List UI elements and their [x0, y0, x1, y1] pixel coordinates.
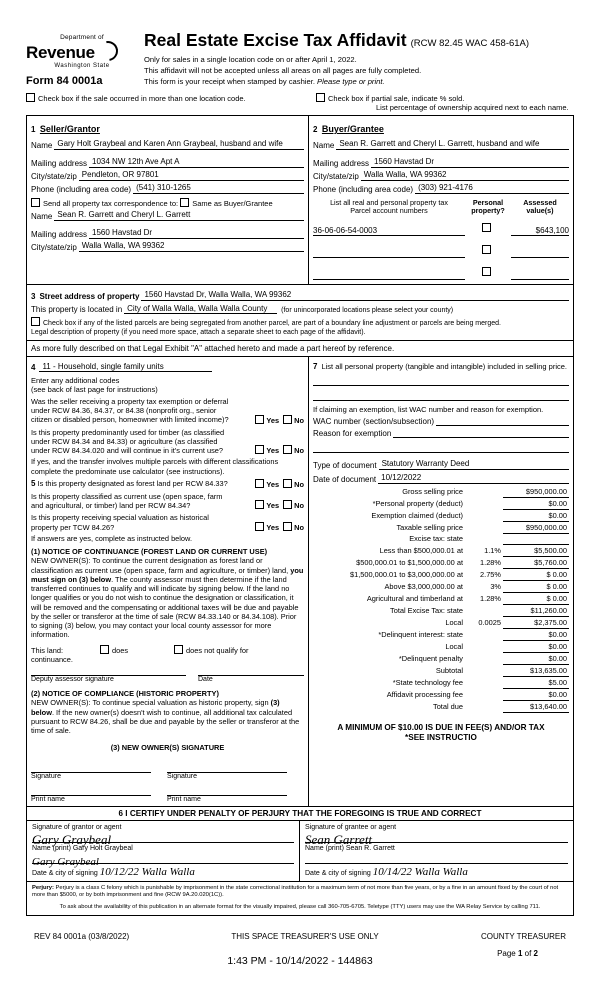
personal-property-line-1[interactable] [313, 371, 569, 386]
corr-city-label: City/state/zip [31, 243, 77, 252]
multi-location-checkbox[interactable] [26, 93, 35, 102]
assessed-col-header: Assessed value(s) [523, 198, 557, 216]
money-row: $500,000.01 to $1,500,000.00 at 1.28% $5,760.00 [356, 557, 567, 567]
q4-no-checkbox[interactable] [283, 479, 292, 488]
grantor-name-hand-line[interactable] [32, 852, 294, 868]
multi-location-check[interactable] [26, 93, 316, 112]
page-number: Page 1 of 2 [497, 948, 538, 958]
question-timber [31, 428, 304, 456]
personal-property-checkbox[interactable] [482, 245, 491, 254]
section5-number: 5 [31, 478, 36, 488]
header-subtext [144, 54, 574, 87]
personal-property-checkbox[interactable] [482, 223, 491, 232]
personal-property-list-row [313, 362, 569, 371]
money-row: Local 0.0025 $2,375.00 [445, 617, 567, 627]
money-row: *Personal property (deduct) $0.00 [372, 498, 567, 508]
perjury-fineprint: Perjury: Perjury is a class C felony which is punishable by imprisonment in the state correctional institution for a maximum term of not more than five years, or by a fine in an amount fixed by the court of not more than $5000, or by both imprisonment and fine (RCW 9A.20.020(1C)). [32, 884, 559, 899]
parcel-head-line2: Parcel account numbers [350, 206, 428, 216]
use-code-note1: Enter any additional codes [31, 375, 120, 385]
minimum-due-line1: A MINIMUM OF $10.00 IS DUE IN FEE(S) AND/OR TAX [337, 722, 545, 732]
not-qualify-checkbox[interactable] [174, 645, 183, 654]
parcel-table-header [313, 199, 465, 216]
grantee-date-row: Date & city of signing 10/14/22 Walla Walla [305, 865, 468, 878]
buyer-mail-label: Mailing address [313, 159, 370, 168]
county-treasurer-label: COUNTY TREASURER [480, 931, 566, 941]
property-address-band [26, 285, 574, 341]
correspondence-row[interactable] [31, 198, 304, 208]
notice-compliance-heading: (2) NOTICE OF COMPLIANCE (HISTORIC PROPERTY) [31, 689, 219, 698]
street-address-value[interactable]: 1560 Havstad Dr, Walla Walla, WA 99362 [141, 290, 569, 301]
this-land-label: This land: [31, 645, 64, 655]
question-timber-text: Is this property predominantly used for timber (as classified under RCW 84.34 and 84.33) or agriculture (as classified under RCW 84.34.020 and will continue in it's current use? [31, 427, 225, 455]
located-in-value[interactable]: City of Walla Walla, Walla Walla County [124, 304, 277, 314]
grantor-name-row: Name (print) Gary Holt Graybeal [32, 844, 133, 852]
grantee-name-row: Name (print) Sean R. Garrett [305, 844, 395, 852]
buyer-name-label: Name [313, 141, 335, 150]
use-code-number: 4 [31, 362, 36, 372]
parcel-number-value[interactable] [313, 270, 465, 280]
personal-prop-col-header: Personal property? [471, 198, 505, 216]
buyer-heading: 2 Buyer/Grantee [313, 124, 384, 134]
partial-sale-sublabel: List percentage of ownership acquired next to each name. [376, 103, 569, 112]
agency-name: Revenue [26, 41, 138, 63]
seller-city-label: City/state/zip [31, 172, 77, 181]
grantee-date-value[interactable]: 10/14/22 Walla Walla [372, 865, 468, 878]
same-as-buyer-checkbox[interactable] [180, 198, 189, 207]
use-code-row [31, 362, 304, 372]
street-address-row [31, 290, 569, 301]
legal-description-value[interactable]: As more fully described on that Legal Exhibit "A" attached hereto and made a part hereof by reference. [31, 343, 395, 353]
parcel-number-value[interactable]: 36-06-06-54-0003 [313, 226, 465, 236]
reason-line-2[interactable] [313, 438, 569, 453]
question-forest-answers[interactable]: Yes No [251, 479, 304, 489]
correspondence-checkbox[interactable] [31, 198, 40, 207]
money-row: Exemption claimed (deduct) $0.00 [371, 510, 567, 520]
deputy-date-label: Date [198, 676, 213, 683]
seller-city-value[interactable]: Pendleton, OR 97801 [79, 170, 304, 181]
segregation-checkbox[interactable] [31, 317, 40, 326]
title-block [138, 30, 574, 87]
top-checkbox-row [26, 93, 574, 112]
corr-name-label: Name [31, 212, 53, 221]
question-current-use-text: Is this property classified as current use (open space, farm and agricultural, or timber) land per RCW 84.34? [31, 491, 223, 510]
segregation-note [31, 317, 569, 337]
partial-sale-label: Check box if partial sale, indicate % sold. [328, 94, 465, 103]
q5-yes-checkbox[interactable] [255, 500, 264, 509]
parcel-number-value[interactable] [313, 248, 465, 258]
grantor-signature-label: Signature of grantor or agent [32, 823, 122, 831]
deputy-date-line[interactable] [198, 674, 304, 676]
form-number: Form 84 0001a [26, 75, 103, 87]
money-row: Gross selling price $950,000.00 [402, 486, 567, 496]
reason-row [313, 429, 569, 438]
signature-label-1: Signature [31, 772, 61, 780]
money-row: Above $3,000,000.00 at 3% $ 0.00 [384, 581, 567, 591]
street-address-label: Street address of property [39, 291, 140, 301]
continuance-label: continuance. [31, 654, 73, 664]
money-row: Affidavit processing fee $0.00 [386, 689, 567, 699]
q1-no-checkbox[interactable] [283, 415, 292, 424]
personal-property-list-label: List all personal property (tangible and intangible) included in selling price. [321, 361, 568, 371]
assessed-value[interactable] [511, 248, 569, 258]
buyer-mail-value[interactable]: 1560 Havstad Dr [371, 157, 569, 168]
assessed-value[interactable] [511, 270, 569, 280]
legal-description-band [26, 341, 574, 357]
question-historic-text: Is this property receiving special valuation as historical property per TCW 84.26? [31, 513, 209, 532]
grantor-date-row: Date & city of signing 10/12/22 Walla Walla [32, 865, 195, 878]
buyer-phone-row [313, 183, 569, 194]
question-historic [31, 513, 304, 532]
seller-name-value[interactable]: Gary Holt Graybeal and Karen Ann Graybeal, husband and wife [54, 139, 304, 150]
buyer-name-row [313, 139, 569, 150]
seller-mail-label: Mailing address [31, 159, 88, 168]
timestamp-stamp: 1:43 PM - 10/14/2022 - 144863 [227, 955, 373, 967]
accessibility-fineprint: To ask about the availability of this publication in an alternate format for the visually impaired, please call 360-705-6705. Teletype (TTY) users may use the WA Relay Service by calling 711. [59, 904, 541, 911]
buyer-phone-label: Phone (including area code) [313, 185, 414, 194]
this-land-row [31, 645, 304, 655]
grantee-name-blank-line[interactable] [305, 852, 568, 864]
agency-logo [26, 30, 138, 87]
exemption-note: If claiming an exemption, list WAC number and reason for exemption. [313, 404, 544, 414]
seller-heading: 1 Seller/Grantor [31, 124, 100, 134]
buyer-block [308, 115, 574, 285]
money-row: *Delinquent penalty $0.00 [398, 653, 567, 663]
tax-calculation-block [308, 357, 574, 807]
q5-no-checkbox[interactable] [283, 500, 292, 509]
wac-row [313, 417, 569, 426]
q6-no-checkbox[interactable] [283, 522, 292, 531]
q2-no-checkbox[interactable] [283, 445, 292, 454]
notice-continuance-body: NEW OWNER(S): To continue the current designation as forest land or classification as current use (open space, farm and agriculture, or timber) land, you must sign on (3) below. The county assessor must then determine if the land transferred continues to qualify and will indicate by signing below. If the land no longer qualifies or you do not wish to continue the designation or classification, it will be removed and the compensating or additional taxes will be due and payable by the seller or transferor at the time of sale (RCW 84.33.140 or 84.34.108). Prior to signing (3) below, you may contact your local county assessor for more information. [31, 556, 304, 640]
parcel-table [313, 199, 569, 280]
signature-label-2: Signature [167, 772, 197, 780]
same-as-buyer-label: Same as Buyer/Grantee [192, 199, 273, 208]
header-sub2: This affidavit will not be accepted unless all areas on all pages are fully completed. [144, 66, 422, 75]
money-row: Agricultural and timberland at 1.28% $ 0.00 [366, 593, 567, 603]
deputy-signature-label: Deputy assessor signature [31, 676, 114, 683]
new-owner-sign-labels [31, 773, 304, 780]
new-owner-signature-heading: (3) NEW OWNER(S) SIGNATURE [110, 743, 225, 753]
corr-name-value[interactable]: Sean R. Garrett and Cheryl L. Garrett [54, 210, 304, 221]
grantee-signature-block [300, 821, 573, 881]
seller-phone-value[interactable]: (541) 310-1265 [133, 183, 304, 194]
document-header [26, 30, 574, 87]
doctype-label: Type of document [313, 460, 377, 470]
header-sub1: Only for sales in a single location code on or after April 1, 2022. [144, 55, 357, 64]
agency-dept-line: Department of [60, 34, 104, 41]
perjury-heading: 6 I CERTIFY UNDER PENALTY OF PERJURY THAT THE FOREGOING IS TRUE AND CORRECT [27, 807, 573, 821]
seller-name-label: Name [31, 141, 53, 150]
corr-mail-value[interactable]: 1560 Havstad Dr [89, 228, 304, 239]
segregation-note-line1: Check box if any of the listed parcels are being segregated from another parcel, are part of a boundary line adjustment or parcels are being merged. [43, 319, 501, 327]
header-sub3: This form is your receipt when stamped by cashier. Please type or print. [144, 77, 385, 86]
deputy-labels-row [31, 676, 304, 683]
buyer-city-row [313, 170, 569, 181]
question-exemption [31, 397, 304, 425]
use-code-note2: (see back of last page for instructions) [31, 384, 158, 394]
docdate-row [313, 473, 569, 484]
money-row: Total due $13,640.00 [433, 701, 567, 711]
grantor-signature-line[interactable] [32, 831, 294, 847]
personal-property-checkbox[interactable] [482, 267, 491, 276]
buyer-city-value[interactable]: Walla Walla, WA 99362 [361, 170, 569, 181]
address-section-number: 3 [31, 291, 36, 301]
corr-city-value[interactable]: Walla Walla, WA 99362 [79, 241, 304, 252]
page-title: Real Estate Excise Tax Affidavit [144, 30, 407, 50]
grantor-name-handwritten: Gary Graybeal [32, 855, 99, 868]
lower-section [26, 357, 574, 807]
reason-value[interactable] [393, 436, 569, 438]
not-qualify-option[interactable]: does not qualify for [174, 645, 304, 655]
money-row: Subtotal $13,635.00 [435, 665, 567, 675]
grantor-date-value[interactable]: 10/12/22 Walla Walla [99, 865, 195, 878]
question-exemption-answers[interactable]: Yes No [251, 415, 304, 425]
q4-yes-checkbox[interactable] [255, 479, 264, 488]
question-current-use [31, 492, 304, 511]
wac-label: WAC number (section/subsection) [313, 416, 435, 426]
buyer-mail-row [313, 157, 569, 168]
affidavit-sheet [26, 30, 574, 958]
reason-label: Reason for exemption [313, 428, 392, 438]
question-historic-answers[interactable]: Yes No [251, 522, 304, 532]
use-code-value[interactable]: 11 - Household, single family units [39, 362, 212, 372]
buyer-name-value[interactable]: Sean R. Garrett and Cheryl L. Garrett, husband and wife [336, 139, 569, 150]
grantee-signature-value: Sean Garrett [305, 831, 373, 847]
use-code-block [26, 357, 308, 807]
doctype-row [313, 459, 569, 470]
grantee-signature-label: Signature of grantee or agent [305, 823, 397, 831]
minimum-due-note [313, 723, 569, 744]
corr-mail-row [31, 228, 304, 239]
multi-location-label: Check box if the sale occurred in more than one location code. [38, 94, 246, 103]
agency-state: Washington State [54, 63, 110, 69]
parcel-row [313, 240, 569, 258]
seller-city-row [31, 170, 304, 181]
q6-yes-checkbox[interactable] [255, 522, 264, 531]
located-in-row [31, 304, 569, 314]
answers-instruction: If answers are yes, complete as instructed below. [31, 533, 193, 543]
buyer-city-label: City/state/zip [313, 172, 359, 181]
buyer-phone-value[interactable]: (303) 921-4176 [415, 183, 569, 194]
grantee-signature-line[interactable] [305, 831, 568, 847]
question-multiple-parcels-note: If yes, and the transfer involves multiple parcels with different classifications complete the predominate use calculator (see instructions). [31, 457, 279, 476]
question-timber-answers[interactable]: Yes No [251, 445, 304, 455]
question-forest-land [31, 479, 304, 489]
money-row: *Delinquent interest: state $0.00 [378, 629, 567, 639]
assessed-value[interactable]: $643,100 [511, 226, 569, 236]
treasurer-space-label: THIS SPACE TREASURER'S USE ONLY [231, 931, 379, 941]
seller-name-row [31, 139, 304, 150]
correspondence-label: Send all property tax correspondence to: [43, 199, 179, 208]
grantor-signature-block [27, 821, 300, 881]
personal-property-line-2[interactable] [313, 386, 569, 401]
revision-label: REV 84 0001a (03/8/2022) [34, 931, 130, 941]
money-row: *State technology fee $5.00 [392, 677, 567, 687]
located-in-hint: (for unincorporated locations please select your county) [281, 306, 454, 314]
located-in-label: This property is located in [31, 304, 123, 314]
section7-number: 7 [313, 361, 318, 371]
print-name-label-1: Print name [31, 795, 65, 803]
grantee-name-value[interactable]: Sean R. Garrett [345, 844, 395, 852]
question-forest-text: Is this property designated as forest land per RCW 84.33? [37, 478, 228, 488]
partial-sale-checkbox[interactable] [316, 93, 325, 102]
notice-continuance-heading: (1) NOTICE OF CONTINUANCE (FOREST LAND OR CURRENT USE) [31, 547, 268, 556]
rcw-reference: (RCW 82.45 WAC 458-61A) [410, 38, 530, 49]
corr-mail-label: Mailing address [31, 230, 88, 239]
parcel-row [313, 262, 569, 280]
minimum-due-line2: *SEE INSTRUCTIO [405, 733, 477, 743]
seller-phone-row [31, 183, 304, 194]
docdate-label: Date of document [313, 474, 377, 484]
seller-phone-label: Phone (including area code) [31, 185, 132, 194]
money-row: Total Excise Tax: state $11,260.00 [390, 605, 567, 615]
does-checkbox[interactable] [100, 645, 109, 654]
fineprint-section [26, 882, 574, 916]
parcel-row [313, 218, 569, 236]
grantor-name-value[interactable]: Gary Holt Graybeal [72, 844, 133, 852]
doctype-value[interactable]: Statutory Warranty Deed [379, 459, 569, 470]
question-exemption-text: Was the seller receiving a property tax exemption or deferral under RCW 84.36, 84.37, or 84.38 (nonprofit org., senior citizen or disabled person, homeowner with limited income)? [31, 396, 229, 425]
money-row: Local $0.00 [445, 641, 567, 651]
q2-yes-checkbox[interactable] [255, 445, 264, 454]
partial-sale-check[interactable] [316, 93, 574, 112]
money-row: $1,500,000.01 to $3,000,000.00 at 2.75% $ 0.00 [349, 569, 567, 579]
money-row: Less than $500,000.01 at 1.1% $5,500.00 [379, 545, 567, 555]
q1-yes-checkbox[interactable] [255, 415, 264, 424]
wac-value[interactable] [436, 424, 569, 426]
money-table [313, 486, 569, 713]
new-owner-print-labels [31, 796, 304, 803]
seller-mail-row [31, 157, 304, 168]
parties-section [26, 115, 574, 285]
grantor-signature-value: Gary Graybeal [32, 831, 112, 847]
notice-compliance-body: NEW OWNER(S): To continue special valuation as historic property, sign (3) below. If the new owner(s) doesn't wish to continue, all additional tax calculated pursuant to RCW 84.26, shall be due and payable by the seller or transferor at the time of sale. [31, 698, 300, 735]
docdate-value[interactable]: 10/12/2022 [378, 473, 569, 484]
corr-name-row [31, 210, 304, 221]
money-row: Taxable selling price $950,000.00 [396, 522, 567, 532]
does-option[interactable]: does [100, 645, 165, 655]
page-footer [26, 932, 574, 941]
money-row: Excise tax: state [313, 533, 569, 544]
segregation-note-line2: Legal description of property (if you need more space, attach a separate sheet to each page of the affidavit). [31, 328, 366, 336]
seller-block [26, 115, 308, 285]
corr-city-row [31, 241, 304, 252]
perjury-section [26, 807, 574, 882]
parcel-head-line1: List all real and personal property tax [330, 198, 448, 207]
seller-mail-value[interactable]: 1034 NW 12th Ave Apt A [89, 157, 304, 168]
revenue-swoosh-icon [94, 37, 122, 65]
print-name-label-2: Print name [167, 795, 201, 803]
question-current-use-answers[interactable]: Yes No [251, 500, 304, 510]
